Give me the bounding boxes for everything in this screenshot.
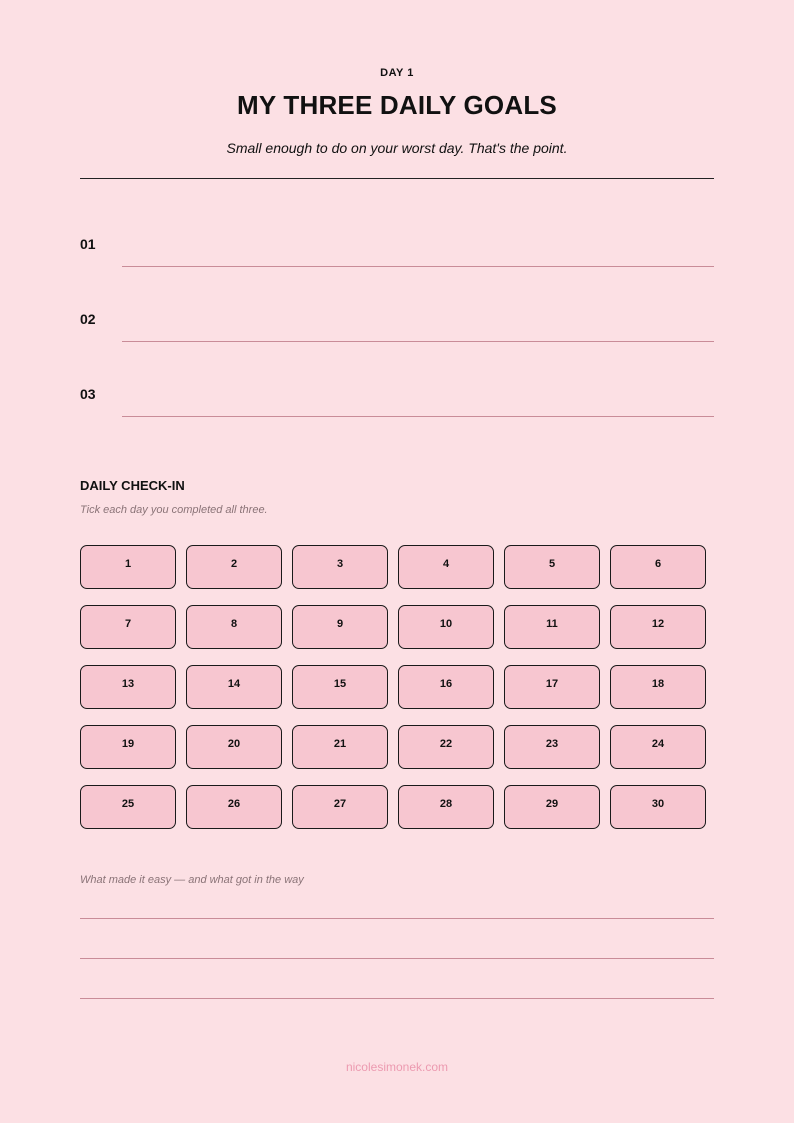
day-label: DAY 1: [380, 67, 414, 79]
day-checkbox[interactable]: 1: [80, 545, 176, 589]
day-checkbox[interactable]: 5: [504, 545, 600, 589]
day-checkbox[interactable]: 28: [398, 785, 494, 829]
header-divider: [80, 178, 714, 179]
goal-row-2: [80, 311, 714, 351]
day-checkbox[interactable]: 21: [292, 725, 388, 769]
goal-write-line[interactable]: [122, 266, 714, 267]
reflection-line[interactable]: [80, 918, 714, 919]
day-checkbox[interactable]: 13: [80, 665, 176, 709]
page-title: MY THREE DAILY GOALS: [237, 90, 557, 120]
page-subtitle: Small enough to do on your worst day. That's the point.: [226, 140, 568, 156]
goal-number: 01: [80, 236, 96, 252]
day-checkbox[interactable]: 20: [186, 725, 282, 769]
reflection-line[interactable]: [80, 958, 714, 959]
day-checkbox[interactable]: 18: [610, 665, 706, 709]
day-checkbox[interactable]: 15: [292, 665, 388, 709]
day-checkbox[interactable]: 4: [398, 545, 494, 589]
day-checkbox[interactable]: 8: [186, 605, 282, 649]
goal-write-line[interactable]: [122, 341, 714, 342]
checkin-instruction: Tick each day you completed all three.: [80, 504, 268, 516]
day-checkbox[interactable]: 14: [186, 665, 282, 709]
goal-row-3: [80, 386, 714, 426]
day-checkbox[interactable]: 2: [186, 545, 282, 589]
day-checkbox[interactable]: 23: [504, 725, 600, 769]
day-checkbox[interactable]: 11: [504, 605, 600, 649]
checkin-heading: DAILY CHECK-IN: [80, 478, 185, 493]
day-checkbox[interactable]: 17: [504, 665, 600, 709]
day-checkbox[interactable]: 16: [398, 665, 494, 709]
day-checkbox[interactable]: 26: [186, 785, 282, 829]
day-checkbox[interactable]: 10: [398, 605, 494, 649]
day-checkbox[interactable]: 25: [80, 785, 176, 829]
day-checkbox[interactable]: 12: [610, 605, 706, 649]
day-checkbox[interactable]: 9: [292, 605, 388, 649]
reflection-line[interactable]: [80, 998, 714, 999]
goal-number: 02: [80, 311, 96, 327]
day-checkbox[interactable]: 30: [610, 785, 706, 829]
goal-row-1: [80, 236, 714, 276]
day-checkbox[interactable]: 24: [610, 725, 706, 769]
footer-url: nicolesimonek.com: [345, 1060, 449, 1074]
day-checkbox[interactable]: 29: [504, 785, 600, 829]
goal-number: 03: [80, 386, 96, 402]
goal-write-line[interactable]: [122, 416, 714, 417]
day-checkbox[interactable]: 7: [80, 605, 176, 649]
day-checkbox[interactable]: 22: [398, 725, 494, 769]
day-checkbox[interactable]: 19: [80, 725, 176, 769]
day-checkbox-grid: [80, 545, 710, 829]
day-checkbox[interactable]: 27: [292, 785, 388, 829]
day-checkbox[interactable]: 3: [292, 545, 388, 589]
reflection-label: What made it easy — and what got in the way: [80, 874, 304, 886]
day-checkbox[interactable]: 6: [610, 545, 706, 589]
